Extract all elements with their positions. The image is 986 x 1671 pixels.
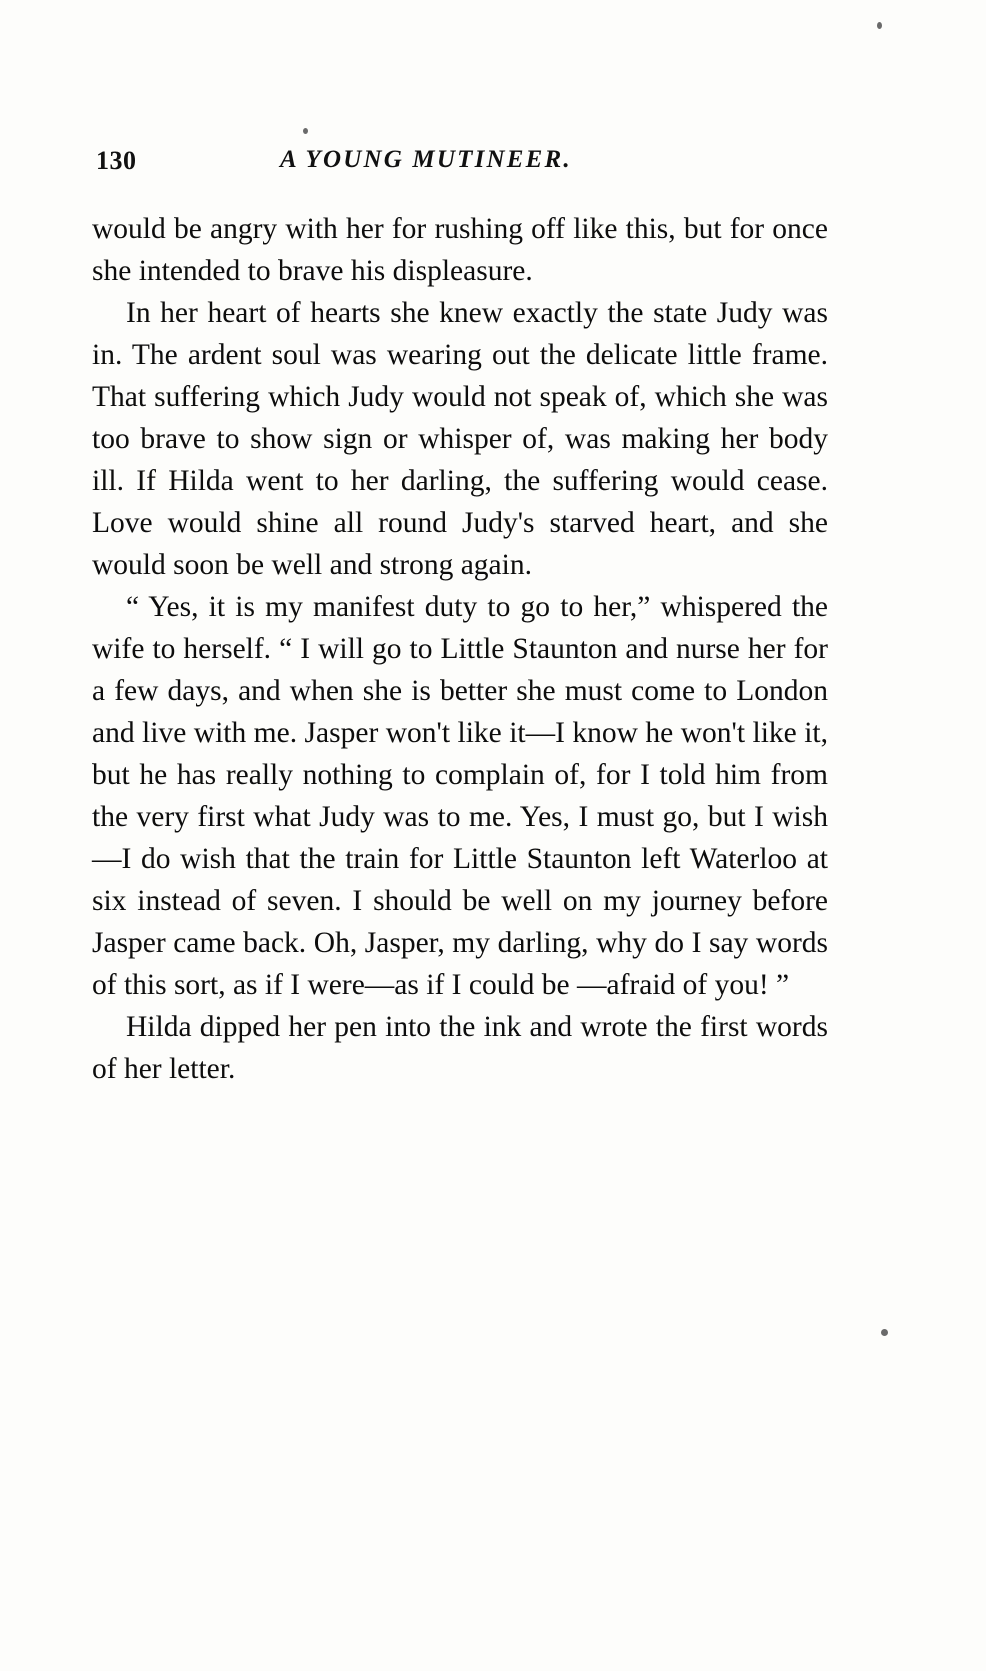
page-number: 130 bbox=[96, 146, 137, 175]
page-speck-icon bbox=[881, 1329, 888, 1336]
running-title: A YOUNG MUTINEER. bbox=[280, 146, 572, 173]
paragraph: would be angry with her for rushing off like this, but for once she intended to brave his displeasure. bbox=[92, 213, 828, 287]
page-speck-icon bbox=[877, 22, 882, 29]
page-speck-icon bbox=[303, 128, 308, 134]
paragraph: In her heart of hearts she knew exactly the state Judy was in. The ardent soul was wearing out the delicate little frame. That suffering which Judy would not speak of, which she was too brave to show sign or whisper of, was making her body ill. If Hilda went to her darling, the suffering would cease. Love would shine all round Judy's starved heart, and she would soon be well and strong again. bbox=[92, 297, 828, 581]
body-text bbox=[92, 208, 828, 1090]
running-head bbox=[96, 146, 896, 180]
paragraph: “ Yes, it is my manifest duty to go to her,” whispered the wife to herself. “ I will go to Little Staunton and nurse her for a few days, and when she is better she must come to London and live with me. Jasper won't like it—I know he won't like it, but he has really nothing to complain of, for I told him from the very first what Judy was to me. Yes, I must go, but I wish—I do wish that the train for Little Staunton left Waterloo at six instead of seven. I should be well on my journey before Jasper came back. Oh, Jasper, my darling, why do I say words of this sort, as if I were—as if I could be —afraid of you! ” bbox=[92, 591, 828, 1001]
paragraph: Hilda dipped her pen into the ink and wrote the first words of her letter. bbox=[92, 1011, 828, 1085]
